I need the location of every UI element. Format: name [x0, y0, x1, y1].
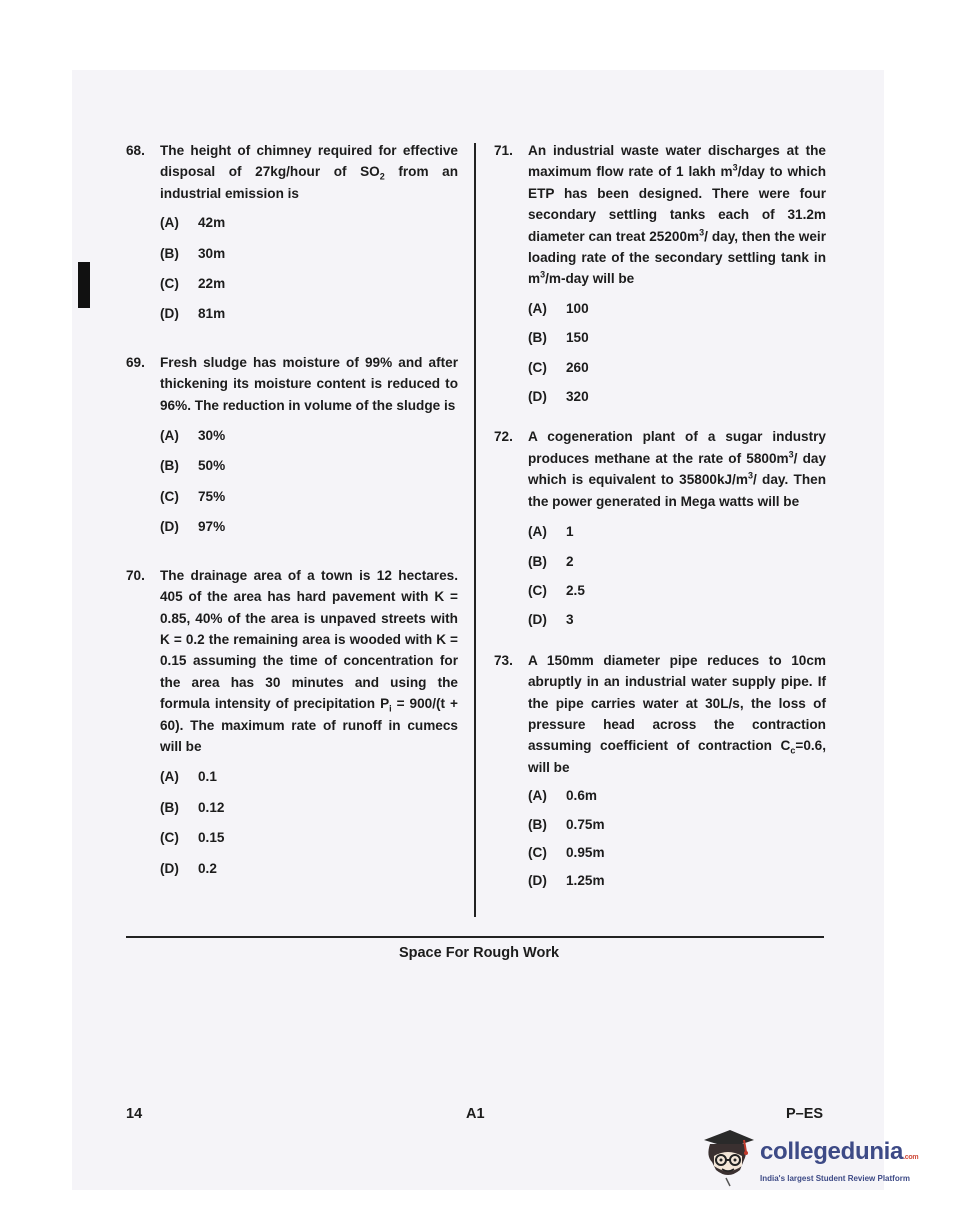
brand-wordmark: collegedunia.com — [760, 1138, 919, 1165]
option-71-a: (A) 100 — [528, 300, 589, 316]
question-number: 69. — [126, 354, 145, 370]
question-number: 68. — [126, 143, 145, 158]
question-70: 70. The drainage area of a town is 12 hectares. 405 of the area has hard pavement with K = 0.85, 40% of the area is unpaved streets with K = 0.2 the remaining area is wooded with K = 0.15 assuming the time of concentration for the area has 30 minutes and using the formula intensity of precipitation $P_i = 900/(t + 60)$. The maximum rate of runoff in cumecs will be — [126, 565, 458, 758]
question-71: 71. An industrial waste water discharges at the maximum flow rate of 1 lakh $m^3$/day to which ETP has been designed. There were four secondary settling tanks each of 31.2m diameter can treat $25200m^3/$ day, then the weir loading rate of the secondary settling tank in $m^3/m$-day will be — [494, 140, 826, 290]
option-69-d: (D) 97% — [160, 519, 226, 535]
brand-tagline: India's largest Student Review Platform — [760, 1174, 910, 1183]
option-70-c: (C) 0.15 — [160, 830, 225, 846]
question-69: 69. Fresh sludge has moisture of 99% and after thickening its moisture content is reduced to 96%. The reduction in volume of the sludge is — [126, 352, 458, 416]
question-72: 72. A cogeneration plant of a sugar industry produces methane at the rate of $5800m^3/$ day which is equivalent to $35800kJ/m^3/$ day. Then the power generated in Mega watts will be — [494, 426, 826, 512]
option-71-d: (D) 320 — [528, 389, 589, 405]
question-number: 70. — [126, 567, 145, 583]
column-divider — [474, 143, 476, 917]
collegedunia-logo[interactable] — [700, 1126, 930, 1196]
right-column — [494, 140, 826, 892]
option-68-c: (C) 22m — [160, 276, 226, 292]
option-69-b: (B) 50% — [160, 458, 226, 474]
option-70-b: (B) 0.12 — [160, 799, 225, 815]
footer-rule — [126, 936, 824, 938]
option-70-a: (A) 0.1 — [160, 769, 217, 785]
option-70-d: (D) 0.2 — [160, 860, 217, 876]
option-72-b: (B) 2 — [528, 553, 574, 569]
option-73-d: (D) 1.25m — [528, 873, 605, 889]
option-71-b: (B) 150 — [528, 330, 589, 346]
option-72-c: (C) 2.5 — [528, 582, 585, 598]
booklet-set: A1 — [466, 1106, 485, 1122]
paper-code: P–ES — [786, 1106, 824, 1122]
question-68: 68. The height of chimney required for effective disposal of 27kg/hour of $SO_2$ from an industrial emission is — [126, 140, 458, 204]
option-68-d: (D) 81m — [160, 306, 226, 322]
option-68-b: (B) 30m — [160, 245, 226, 261]
question-number: 72. — [494, 429, 513, 445]
left-column — [126, 140, 458, 879]
question-73: 73. A 150mm diameter pipe reduces to 10cm abruptly in an industrial water supply pipe. If the pipe carries water at 30L/s, the loss of pressure head across the contraction assuming coefficient of contraction $C_c=0.6$, will be — [494, 650, 826, 778]
option-69-c: (C) 75% — [160, 488, 226, 504]
option-69-a: (A) 30% — [160, 428, 226, 444]
question-number: 73. — [494, 652, 513, 668]
rough-work-label: Space For Rough Work — [398, 945, 560, 961]
option-73-b: (B) 0.75m — [528, 816, 605, 832]
option-72-d: (D) 3 — [528, 612, 574, 628]
scan-edge-mark — [78, 262, 90, 308]
option-73-a: (A) 0.6m — [528, 788, 597, 804]
page-number: 14 — [126, 1106, 143, 1122]
option-68-a: (A) 42m — [160, 215, 226, 231]
question-number: 71. — [494, 143, 513, 158]
option-72-a: (A) 1 — [528, 524, 574, 540]
option-73-c: (C) 0.95m — [528, 844, 605, 860]
graduate-mascot-icon — [700, 1126, 756, 1188]
option-71-c: (C) 260 — [528, 359, 589, 375]
